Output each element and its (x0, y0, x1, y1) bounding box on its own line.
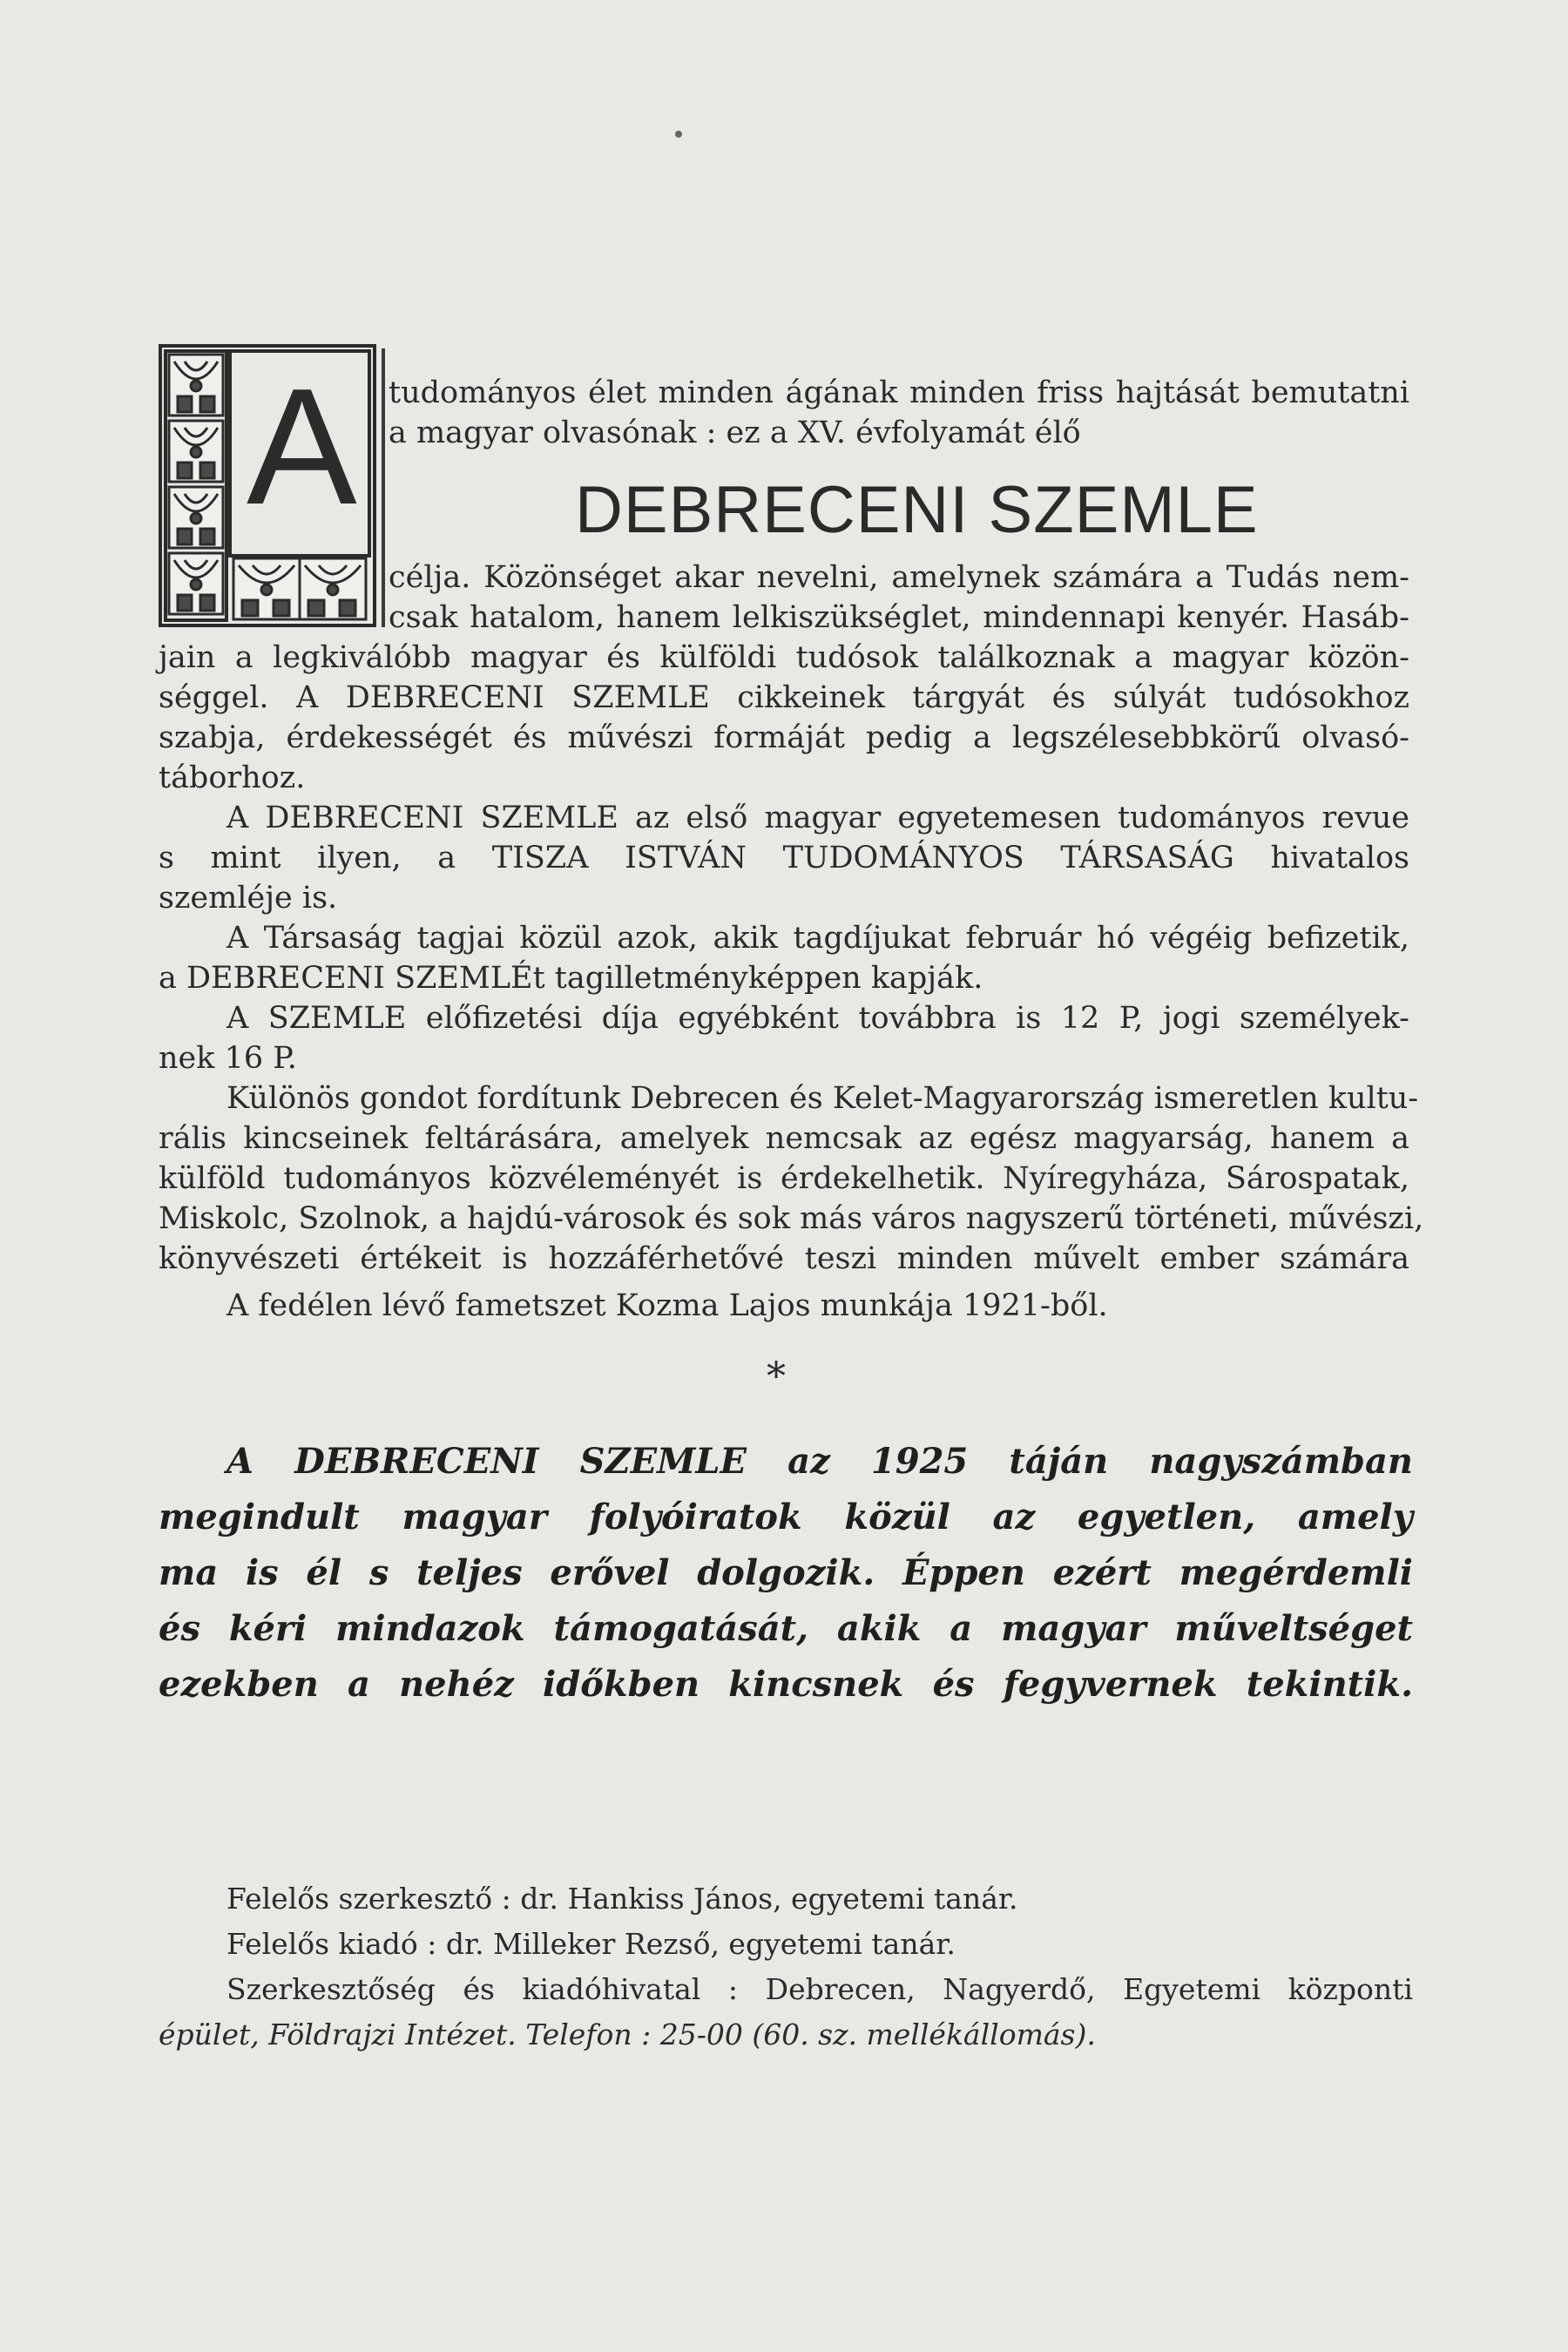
body-line: könyvészeti értékeit is hozzáférhetővé teszi minden művelt ember számára (159, 1241, 1409, 1276)
body-line: Miskolc, Szolnok, a hajdú-városok és sok más város nagyszerű történeti, művészi, (159, 1201, 1424, 1236)
body-line: A Társaság tagjai közül azok, akik tagdíjukat február hó végéig befizetik, (226, 921, 1409, 956)
section-separator: * (767, 1355, 786, 1399)
intro-line-2: a magyar olvasónak : ez a XV. évfolyamát élő (389, 416, 1081, 450)
body-line: séggel. A DEBRECENI SZEMLE cikkeinek tárgyát és súlyát tudósokhoz (159, 680, 1409, 715)
body-line: nek 16 P. (159, 1041, 297, 1076)
responsible-editor: Felelős szerkesztő : dr. Hankiss János, egyetemi tanár. (226, 1882, 1018, 1916)
statement-line: megindult magyar folyóiratok közül az egyetlen, amely (159, 1497, 1413, 1538)
body-line: táborhoz. (159, 760, 306, 795)
vertical-rule (382, 348, 385, 627)
body-line: a DEBRECENI SZEMLÉt tagilletményképpen kapják. (159, 961, 983, 996)
statement-line: A DEBRECENI SZEMLE az 1925 táján nagyszámban (226, 1441, 1413, 1482)
woodcut-credit: A fedélen lévő fametszet Kozma Lajos munkája 1921-ből. (226, 1288, 1108, 1323)
body-line: A SZEMLE előfizetési díja egyébként továbbra is 12 P, jogi személyek- (226, 1001, 1409, 1036)
responsible-publisher: Felelős kiadó : dr. Milleker Rezső, egyetemi tanár. (226, 1927, 956, 1961)
body-line: A DEBRECENI SZEMLE az első magyar egyetemesen tudományos revue (226, 801, 1409, 835)
statement-line: ezekben a nehéz időkben kincsnek és fegyvernek tekintik. (159, 1664, 1413, 1705)
body-line: rális kincseinek feltárására, amelyek nemcsak az egész magyarság, hanem a (159, 1121, 1409, 1156)
body-line: szemléje is. (159, 881, 338, 916)
statement-line: és kéri mindazok támogatását, akik a magyar műveltséget (159, 1608, 1413, 1649)
body-line: célja. Közönséget akar nevelni, amelynek számára a Tudás nem- (389, 560, 1409, 595)
body-line: csak hatalom, hanem lelkiszükséglet, mindennapi kenyér. Hasáb- (389, 600, 1409, 635)
statement-line: ma is él s teljes erővel dolgozik. Éppen ezért megérdemli (159, 1552, 1413, 1593)
ink-speck (675, 131, 682, 138)
journal-title: DEBRECENI SZEMLE (575, 473, 1259, 547)
body-line: jain a legkiválóbb magyar és külföldi tudósok találkoznak a magyar közön- (159, 640, 1409, 675)
intro-line-1: tudományos élet minden ágának minden friss hajtását bemutatni (389, 375, 1409, 410)
body-line: külföld tudományos közvéleményét is érdekelhetik. Nyíregyháza, Sárospatak, (159, 1161, 1409, 1196)
drop-cap-letter: A (247, 355, 357, 539)
editorial-office-line-1: Szerkesztőség és kiadóhivatal : Debrecen, Nagyerdő, Egyetemi központi (226, 1972, 1413, 2006)
body-line: szabja, érdekességét és művészi formáját pedig a legszélesebbkörű olvasó- (159, 720, 1409, 755)
body-line: s mint ilyen, a TISZA ISTVÁN TUDOMÁNYOS TÁRSASÁG hivatalos (159, 841, 1409, 875)
body-line: Különös gondot fordítunk Debrecen és Kelet-Magyarország ismeretlen kultu- (226, 1081, 1419, 1116)
editorial-office-line-2: épület, Földrajzi Intézet. Telefon : 25-00 (60. sz. mellékállomás). (159, 2017, 1096, 2051)
